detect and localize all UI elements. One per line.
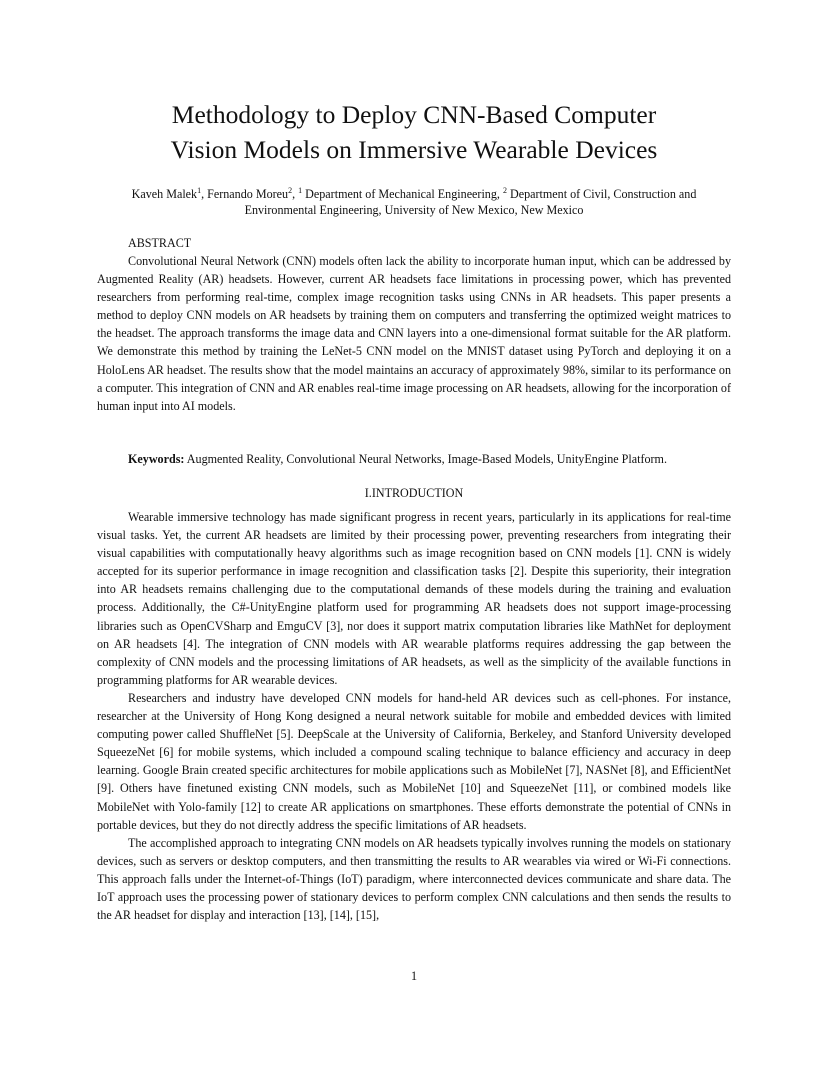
page-number: 1 bbox=[410, 969, 418, 983]
body-paragraph: Researchers and industry have developed CNN models for hand-held AR devices such as cell-phones. For instance, researcher at the University of Hong Kong designed a neural network suitable for mobile and embedded devices with limited computing power called ShuffleNet [5]. DeepScale at the University of California, Berkeley, and Stanford University developed SqueezeNet [6] for mobile systems, which included a compound scaling technique to balance efficiency and accuracy in deep learning. Google Brain created specific architectures for mobile applications such as MobileNet [7], NASNet [8], and EfficientNet [9]. Others have finetuned existing CNN models, such as MobileNet [10] and SqueezeNet [11], or combined models like MobileNet with Yolo-family [12] to create AR applications on smartphones. These efforts demonstrate the potential of CNNs in portable devices, but they do not directly address the specific limitations of AR headsets. bbox=[97, 690, 731, 832]
section-heading-introduction: I.INTRODUCTION bbox=[364, 486, 464, 500]
author-name: , Fernando Moreu bbox=[201, 187, 289, 201]
separator: , bbox=[292, 187, 299, 201]
keywords-line bbox=[97, 450, 731, 468]
affiliation-marker: 2 bbox=[502, 185, 507, 195]
author-name: Kaveh Malek bbox=[131, 187, 198, 201]
abstract-paragraph: Convolutional Neural Network (CNN) models often lack the ability to incorporate human input, which can be addressed by Augmented Reality (AR) headsets. However, current AR headsets face limitations in processing power, which has prevented researchers from performing real-time, complex image recognition tasks using CNNs in AR headsets. This paper presents a method to deploy CNN models on AR headsets by training them on computers and transferring the optimized weight matrices to the headset. The approach transforms the image data and CNN layers into a one-dimensional format suitable for the AR platform. We demonstrate this method by training the LeNet-5 CNN model on the MNIST dataset using PyTorch and deploying it on a HoloLens AR headset. The results show that the model maintains an accuracy of approximately 98%, similar to its performance on a computer. This integration of CNN and AR enables real-time image processing on AR headsets, allowing for the incorporation of human input into AI models. bbox=[97, 254, 731, 413]
introduction-body bbox=[97, 508, 731, 924]
affiliation: Department of Mechanical Engineering, bbox=[302, 187, 503, 201]
affiliation: Department of Civil, Construction and Environmental Engineering, University of New Mexico, New Mexico bbox=[244, 187, 697, 218]
affiliation-marker: 1 bbox=[197, 185, 202, 195]
body-paragraph: The accomplished approach to integrating CNN models on AR headsets typically involves running the models on stationary devices, such as servers or desktop computers, and then transmitting the results to AR wearables via wired or Wi-Fi connections. This approach falls under the Internet-of-Things (IoT) paradigm, where interconnected devices communicate and share data. The IoT approach uses the processing power of stationary devices to perform complex CNN calculations and then sends the results to the AR headset for display and interaction [13], [14], [15], bbox=[97, 835, 731, 923]
paper-title bbox=[0, 97, 828, 167]
keywords-label: Keywords: bbox=[128, 452, 185, 466]
body-paragraph: Wearable immersive technology has made significant progress in recent years, particularly in its applications for real-time visual tasks. Yet, the current AR headsets are limited by their processing power, preventing researchers from integrating their visual capabilities with computationally heavy algorithms such as image recognition based on CNN models [1]. CNN is widely accepted for its superior performance in image recognition and classification tasks [2]. Despite this superiority, their integration into AR headsets remains challenging due to the computational demands of these models during the training and evaluation process. Additionally, the C#-UnityEngine platform used for programming AR headsets does not support image-processing libraries such as OpenCVSharp and EmguCV [3], nor does it support matrix computation libraries like MathNet for deployment on AR headsets [4]. The integration of CNN models with AR wearable platforms requires addressing the gap between the complexity of CNN models and the processing limitations of AR headsets, as well as the simplicity of the available functions in programming platforms for AR wearable devices. bbox=[97, 510, 731, 687]
title-line-1: Methodology to Deploy CNN-Based Computer bbox=[171, 100, 657, 129]
author-affiliations bbox=[97, 186, 731, 218]
keywords-text: Augmented Reality, Convolutional Neural Networks, Image-Based Models, UnityEngine Platform. bbox=[184, 452, 667, 466]
affiliation-marker: 2 bbox=[288, 185, 293, 195]
title-line-2: Vision Models on Immersive Wearable Devices bbox=[170, 135, 658, 164]
abstract-heading: ABSTRACT bbox=[128, 236, 192, 250]
affiliation-marker: 1 bbox=[298, 185, 303, 195]
abstract-body bbox=[97, 252, 731, 415]
